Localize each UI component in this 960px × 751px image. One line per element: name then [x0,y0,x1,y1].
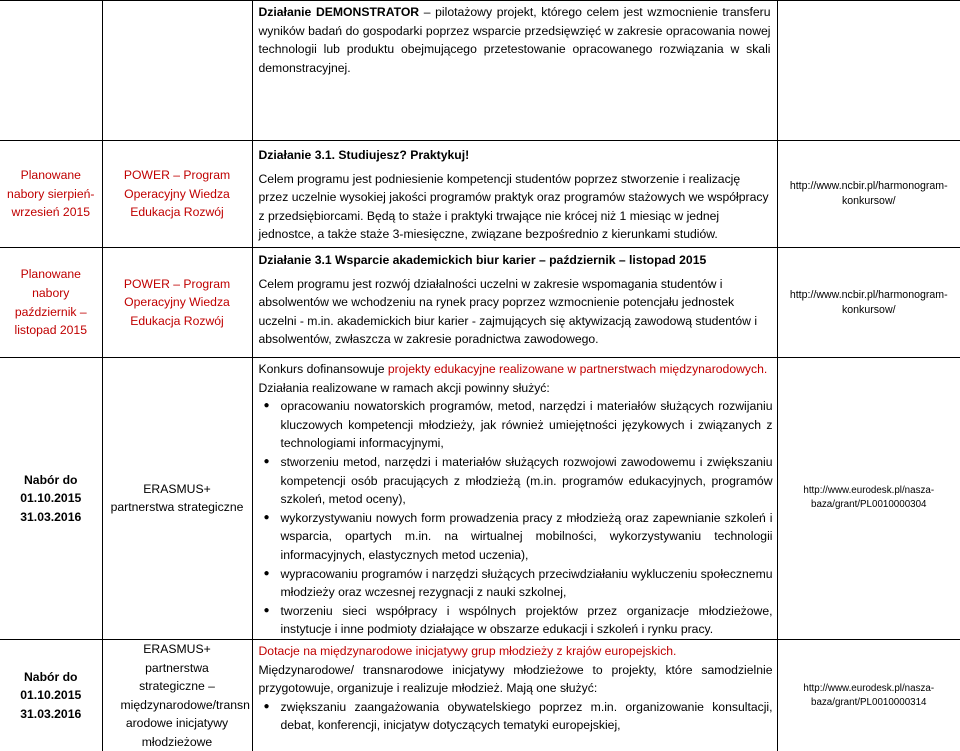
bullet-list [259,397,773,639]
description-cell [252,248,777,358]
description-cell [252,639,777,751]
intro-text: – pilotażowy projekt, którego celem jest wzmocnienie transferu wyników badań do gospodarki poprzez wsparcie przedsięwzięć w zakresie opracowania nowej technologii lub produktu obejmującego przetestowanie opracowanego rozwiązania w skali demonstracyjnej. [259,5,771,75]
list-item: ● zwiększaniu zaangażowania obywatelskiego poprzez m.in. organizowanie konsultacji, debat, konferencji, inicjatyw dotyczących tematyki europejskiej, [281,698,773,735]
lead-text [259,360,773,379]
program-subtitle: partnerstwa strategiczne – międzynarodowe/transn arodowe inicjatywy młodzieżowe [121,659,234,751]
deadline-date: 31.03.2016 [0,705,102,724]
program-link[interactable]: http://www.ncbir.pl/harmonogram-konkursow/ [777,141,960,248]
action-description: Celem programu jest podniesienie kompetencji studentów poprzez stworzenie i realizację przez uczelnie wysokiej jakości programów praktyk oraz programów stażowych we współpracy z przedsiębiorcami. Będą to staże i praktyki trwające nie krócej niż 1 miesiąc w jednej jednostce, a także staże 3-miesięczne, związane bezpośrednio z kierunkami studiów. [259,170,773,244]
schedule-cell: Planowane nabory październik – listopad 2015 [0,248,102,358]
deadline-date: 31.03.2016 [0,508,102,527]
schedule-cell: Planowane nabory sierpień-wrzesień 2015 [0,141,102,248]
list-item: ● wykorzystywaniu nowych form prowadzenia pracy z młodzieżą oraz zapewnianie szkoleń i wsparcia, opartych m.in. na wirtualnej mobilności, wykorzystywaniu technologii informacyjnych, elastycznych metod uczenia), [281,509,773,565]
action-heading: Działanie 3.1. Studiujesz? Praktykuj! [259,146,773,165]
description-cell [252,358,777,640]
program-title: ERASMUS+ [121,640,234,659]
action-heading: Działanie 3.1 Wsparcie akademickich biur karier – październik – listopad 2015 [259,251,773,270]
deadline-label: Nabór do [0,668,102,687]
table-row [0,141,960,248]
bullet-list [259,698,773,735]
program-cell [102,639,252,751]
lead-highlight: Dotacje na międzynarodowe inicjatywy grup młodzieży z krajów europejskich. [259,642,773,661]
list-item: ● stworzeniu metod, narzędzi i materiałów służących rozwojowi zawodowemu i zwiększaniu kompetencji osób pracujących z młodzieżą (m.in. programów edukacyjnych, programów szkoleń, metod oceny), [281,453,773,509]
deadline-date: 01.10.2015 [0,489,102,508]
program-link[interactable]: http://www.eurodesk.pl/nasza-baza/grant/PL0010000304 [777,358,960,640]
list-item: ● tworzeniu sieci współpracy i wspólnych projektów przez organizacje młodzieżowe, instytucje i inne podmioty działające w obszarze edukacji i szkoleń i rynku pracy. [281,602,773,639]
deadline-cell [0,639,102,751]
lead-highlight: projekty edukacyjne realizowane w partnerstwach międzynarodowych. [388,362,767,376]
table-row [0,358,960,640]
table-row [0,1,960,141]
table-row [0,248,960,358]
intro-cell [252,1,777,141]
program-link[interactable]: http://www.ncbir.pl/harmonogram-konkursow/ [777,248,960,358]
lead-plain: Konkurs dofinansowuje [259,362,388,376]
program-title: ERASMUS+ [103,480,252,499]
action-description: Celem programu jest rozwój działalności uczelni w zakresie wspomagania studentów i absolwentów we wchodzeniu na rynek pracy poprzez wzmocnienie potencjału jednostek uczelni - m.in. akademickich biur karier - zajmujących się aktywizacją zawodową studentów i absolwentów, zwłaszcza w zakresie poradnictwa zawodowego. [259,275,773,349]
program-subtitle: partnerstwa strategiczne [103,498,252,517]
deadline-cell [0,358,102,640]
table-row [0,639,960,751]
lead-intro: Międzynarodowe/ transnarodowe inicjatywy młodzieżowe to projekty, które samodzielnie przygotowuje, organizuje i realizuje młodzież. Mają one służyć: [259,661,773,698]
deadline-label: Nabór do [0,471,102,490]
program-cell [102,358,252,640]
list-item: ● opracowaniu nowatorskich programów, metod, narzędzi i materiałów służących rozwijaniu kluczowych kompetencji młodzieży, jak również umiejętności językowych i związanych z technologiami informacyjnymi, [281,397,773,453]
intro-title: Działanie DEMONSTRATOR [259,5,420,19]
lead-intro: Działania realizowane w ramach akcji powinny służyć: [259,379,773,398]
deadline-date: 01.10.2015 [0,686,102,705]
program-cell: POWER – Program Operacyjny Wiedza Edukacja Rozwój [102,141,252,248]
description-cell [252,141,777,248]
program-cell: POWER – Program Operacyjny Wiedza Edukacja Rozwój [102,248,252,358]
program-link[interactable]: http://www.eurodesk.pl/nasza-baza/grant/PL0010000314 [777,639,960,751]
list-item: ● wypracowaniu programów i narzędzi służących przeciwdziałaniu wykluczeniu społecznemu młodzieży oraz wczesnej rezygnacji z nauki szkolnej, [281,565,773,602]
